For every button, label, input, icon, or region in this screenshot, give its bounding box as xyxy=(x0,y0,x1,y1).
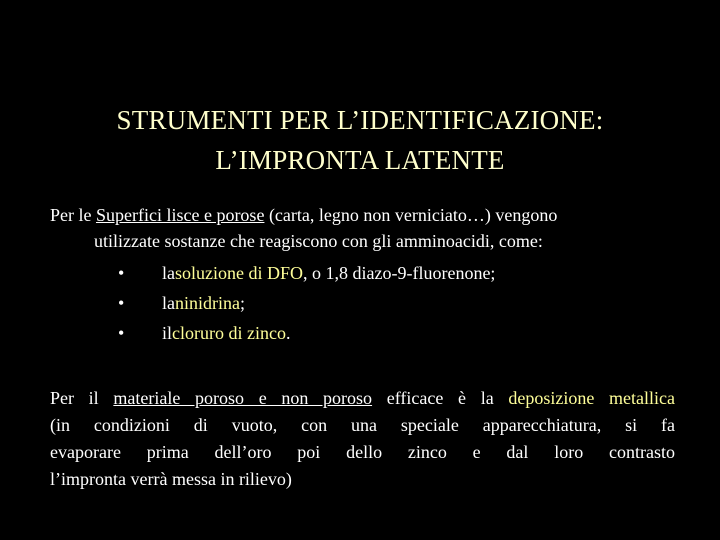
list-item xyxy=(118,258,495,288)
slide-title xyxy=(40,100,680,180)
list-item-post: , o 1,8 diazo-9-fluorenone; xyxy=(303,263,496,283)
material-term: materiale poroso e non poroso xyxy=(113,388,373,408)
surfaces-term: Superfici lisce e porose xyxy=(95,205,265,225)
list-item-post: ; xyxy=(240,293,246,313)
para2-line-3: evaporare prima dell’oro poi dello zinco e dal loro contrasto xyxy=(50,442,675,462)
list-item-post: . xyxy=(285,323,291,343)
list-item-highlight: cloruro di zinco xyxy=(172,323,286,343)
para2-mid: efficace è la xyxy=(372,388,509,408)
para2-line-1 xyxy=(50,385,675,412)
title-line-2: L’IMPRONTA LATENTE xyxy=(215,145,505,175)
bullet-icon: • xyxy=(118,293,125,313)
metal-deposition-paragraph xyxy=(50,385,675,493)
list-item-pre: la xyxy=(162,293,175,313)
intro-line-1 xyxy=(50,202,690,228)
list-item-highlight: ninidrina xyxy=(175,293,240,313)
list-item-highlight: soluzione di DFO xyxy=(175,263,303,283)
list-item-pre: il xyxy=(162,323,173,343)
deposition-term: deposizione metallica xyxy=(508,388,676,408)
list-item xyxy=(118,288,495,318)
para2-pre: Per il xyxy=(50,388,114,408)
reagent-list xyxy=(118,258,495,348)
title-line-1: STRUMENTI PER L’IDENTIFICAZIONE: xyxy=(116,105,604,135)
bullet-icon: • xyxy=(118,263,125,283)
list-item xyxy=(118,318,495,348)
intro-line-2: utilizzate sostanze che reagiscono con gli amminoacidi, come: xyxy=(94,231,543,251)
intro-suffix: (carta, legno non verniciato…) vengono xyxy=(264,205,558,225)
para2-line-4: l’impronta verrà messa in rilievo) xyxy=(50,469,292,489)
intro-paragraph xyxy=(50,202,690,254)
list-item-pre: la xyxy=(162,263,175,283)
para2-line-2: (in condizioni di vuoto, con una speciale apparecchiatura, si fa xyxy=(50,415,675,435)
intro-prefix: Per le xyxy=(50,205,96,225)
bullet-icon: • xyxy=(118,323,125,343)
